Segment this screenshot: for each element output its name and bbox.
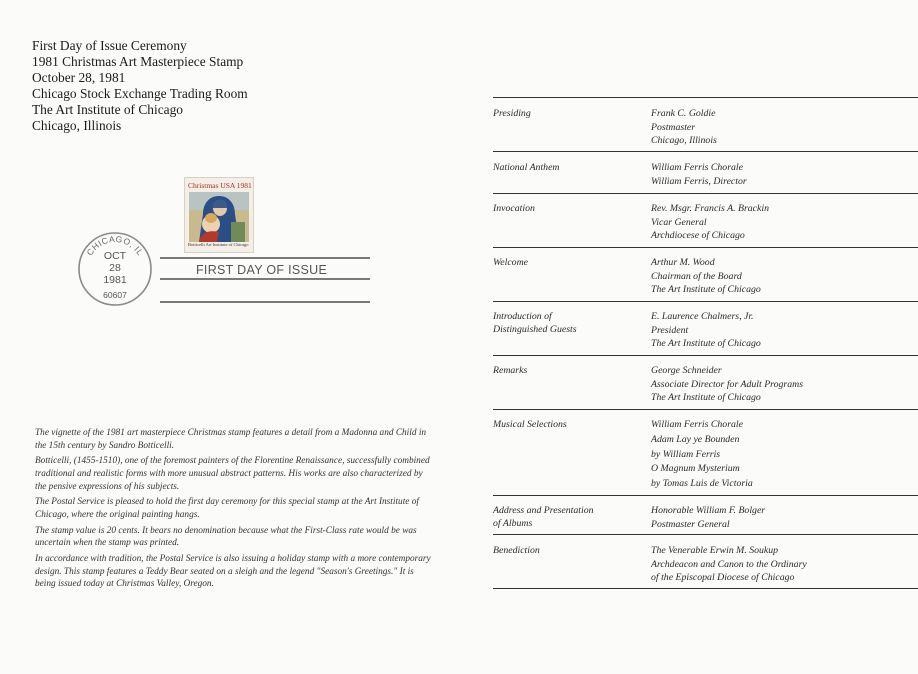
paragraph: In accordance with tradition, the Postal Service is also issuing a holiday stamp with a more contemporary design. This stamp features a Teddy Bear seated on a sleigh and the legend "Season's Greetings." It is being issued today at Christmas Valley, Oregon. <box>35 554 431 590</box>
postmark <box>72 231 158 307</box>
program-role: Welcome <box>493 257 529 269</box>
christmas-stamp <box>185 178 253 252</box>
paragraph: The vignette of the 1981 art masterpiece Christmas stamp features a detail from a Madonna and Child in the 15th century by Sandro Botticelli. <box>35 428 427 451</box>
program-row <box>493 248 918 302</box>
paragraph: The Postal Service is pleased to hold the first day ceremony for this special stamp at the Art Institute of Chicago, where the original painting hangs. <box>35 497 419 520</box>
program-role: Benediction <box>493 545 540 557</box>
postmark-year: 1981 <box>103 274 127 286</box>
program-participant: George Schneider Associate Director for Adult Programs The Art Institute of Chicago <box>651 365 804 403</box>
paragraph: Botticelli, (1455-1510), one of the foremost painters of the Florentine Renaissance, successfully combined traditional and realistic forms with more unusual abstract patterns. His works are also characterized by the pensive expressions of his subjects. <box>35 456 430 492</box>
header-line: 1981 Christmas Art Masterpiece Stamp <box>32 54 244 69</box>
program-role: Introduction of Distinguished Guests <box>493 311 577 336</box>
program-participant: Rev. Msgr. Francis A. Brackin Vicar General Archdiocese of Chicago <box>651 203 769 241</box>
postmark-zip: 60607 <box>103 290 127 300</box>
program-row <box>493 98 918 152</box>
ceremony-header <box>32 38 248 134</box>
right-page <box>459 0 918 674</box>
stamp-title: Christmas USA 1981 <box>188 181 252 190</box>
program-row <box>493 356 918 410</box>
ceremony-program <box>493 97 918 589</box>
first-day-of-issue-cancel: FIRST DAY OF ISSUE <box>196 263 328 277</box>
stamp-caption: Botticelli Art Institute of Chicago <box>188 242 249 247</box>
program-row <box>493 410 918 496</box>
stamp-description <box>35 427 432 594</box>
program-participant: Arthur M. Wood Chairman of the Board The Art Institute of Chicago <box>651 257 761 295</box>
program-role: Address and Presentation of Albums <box>493 505 594 530</box>
header-line: October 28, 1981 <box>32 70 126 85</box>
program-row <box>493 496 918 535</box>
header-line: The Art Institute of Chicago <box>32 102 183 117</box>
program-participant: William Ferris Chorale Adam Lay ye Bounden by William Ferris O Magnum Mysterium by Tomas Luis de Victoria <box>651 419 753 489</box>
svg-text:CHICAGO, IL: CHICAGO, IL <box>84 233 146 258</box>
program-row <box>493 302 918 356</box>
program-role: Remarks <box>493 365 528 377</box>
paragraph: The stamp value is 20 cents. It bears no denomination because what the First-Class rate would be was uncertain when the stamp was printed. <box>35 525 417 549</box>
program-role: National Anthem <box>493 162 560 174</box>
program-row <box>493 152 918 194</box>
program-participant: E. Laurence Chalmers, Jr. President The Art Institute of Chicago <box>651 311 761 349</box>
program-row <box>493 194 918 248</box>
header-line: First Day of Issue Ceremony <box>32 38 187 53</box>
program-row <box>493 535 918 589</box>
program-participant: Honorable William F. Bolger Postmaster General <box>651 505 766 530</box>
madonna-child-artwork <box>189 192 249 242</box>
program-participant: William Ferris Chorale William Ferris, Director <box>651 162 747 187</box>
program-participant: Frank C. Goldie Postmaster Chicago, Illinois <box>651 108 717 146</box>
program-participant: The Venerable Erwin M. Soukup Archdeacon and Canon to the Ordinary of the Episcopal Diocese of Chicago <box>651 545 807 583</box>
postmark-month: OCT <box>103 250 127 262</box>
postmark-day: 28 <box>109 262 121 274</box>
program-role: Musical Selections <box>493 419 567 431</box>
header-line: Chicago, Illinois <box>32 118 122 133</box>
header-line: Chicago Stock Exchange Trading Room <box>32 86 248 101</box>
program-role: Presiding <box>493 108 531 120</box>
program-role: Invocation <box>493 203 535 215</box>
